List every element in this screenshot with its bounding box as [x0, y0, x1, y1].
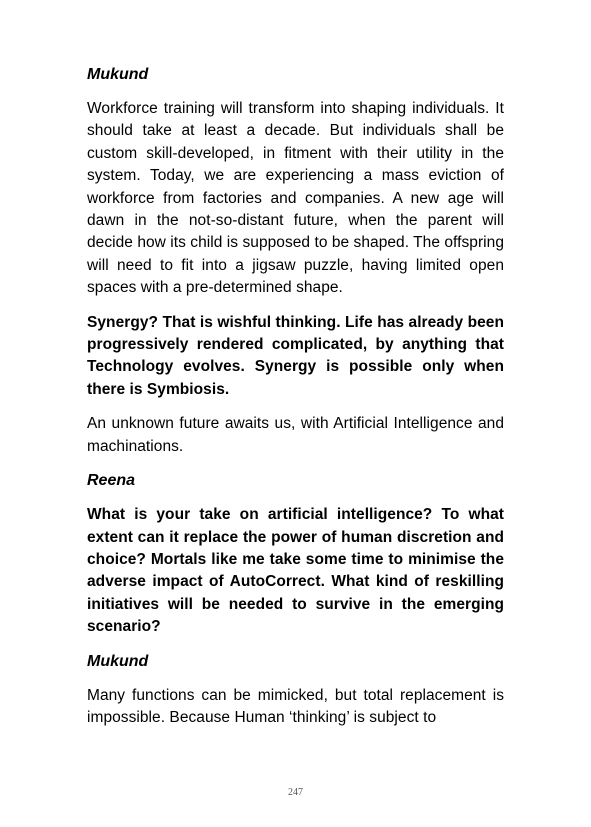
bold-paragraph: What is your take on artificial intelligence? To what extent can it replace the power of human discretion and choice? Mortals like me take some time to minimise the adverse impact of AutoCorrect. What kind of reskilling initiatives will be needed to survive in the emerging scenario? [87, 506, 504, 636]
paragraph: An unknown future awaits us, with Artificial Intelligence and machinations. [87, 415, 504, 455]
paragraph: Many functions can be mimicked, but total replacement is impossible. Because Human ‘thinking’ is subject to [87, 686, 504, 726]
paragraph: Workforce training will transform into shaping individuals. It should take at least a decade. But individuals shall be custom skill-developed, in fitment with their utility in the system. Today, we are experiencing a mass eviction of workforce from factories and companies. A new age will dawn in the not-so-distant future, when the parent will decide how its child is supposed to be shaped. The offspring will need to fit into a jigsaw puzzle, having limited open spaces with a pre-determined shape. [87, 100, 504, 297]
speaker-name: Mukund [87, 652, 149, 670]
speaker-name: Mukund [87, 66, 149, 83]
page-number: 247 [288, 787, 303, 798]
document-page [87, 64, 504, 741]
bold-paragraph: Synergy? That is wishful thinking. Life has already been progressively rendered complicated, by anything that Technology evolves. Synergy is possible only when there is Symbiosis. [87, 313, 504, 398]
speaker-name: Reena [87, 472, 136, 490]
